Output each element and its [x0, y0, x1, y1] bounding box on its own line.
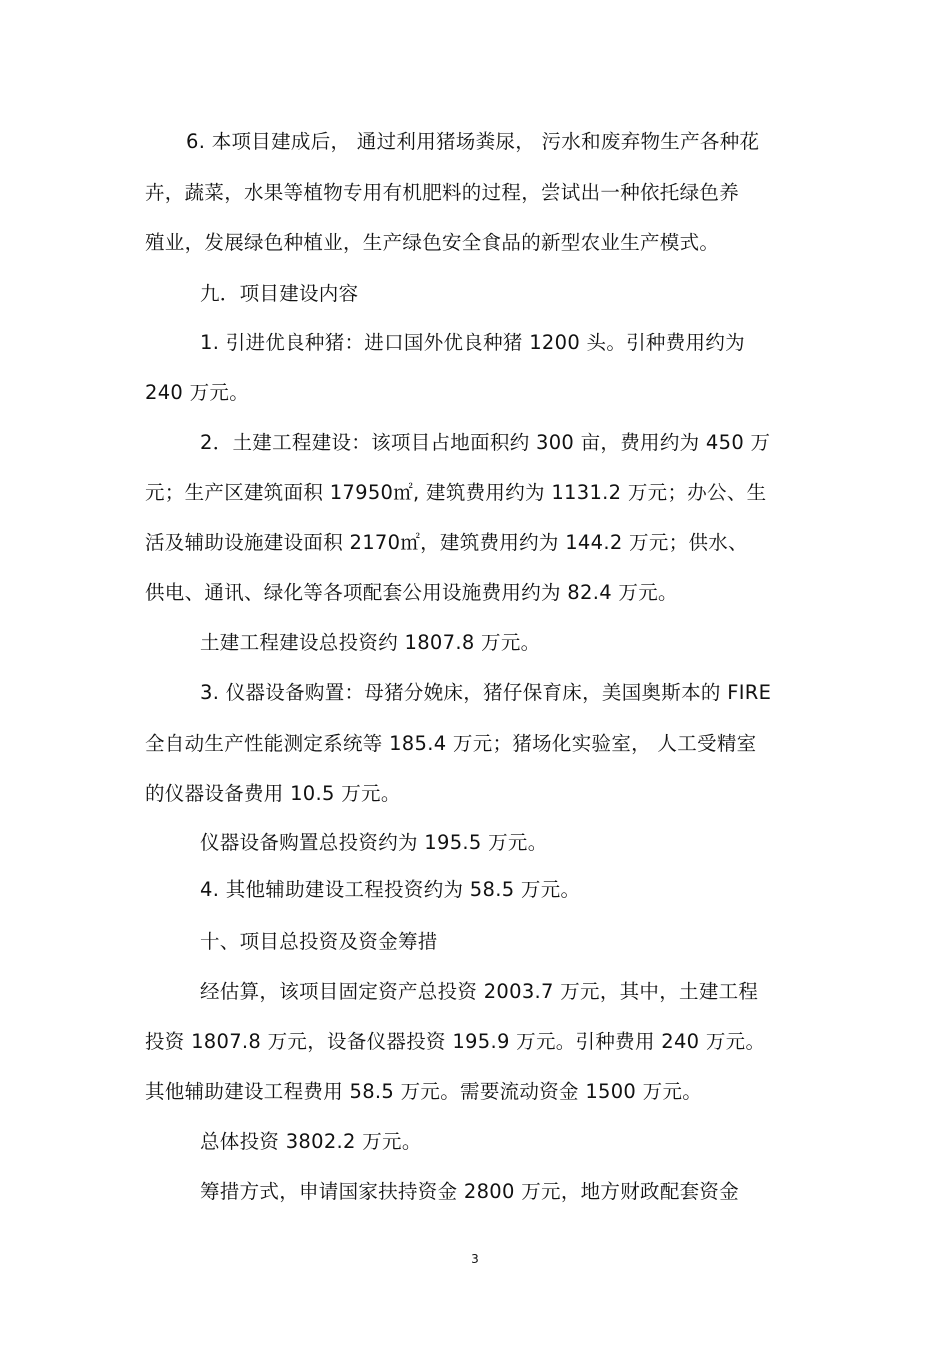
item-2-line-1: 2．土建工程建设：该项目占地面积约 300 亩，费用约为 450 万: [200, 431, 771, 454]
item-4: 4. 其他辅助建设工程投资约为 58.5 万元。: [200, 878, 581, 901]
item-2-line-2: 元；生产区建筑面积 17950㎡, 建筑费用约为 1131.2 万元；办公、生: [145, 481, 767, 504]
total-investment: 总体投资 3802.2 万元。: [200, 1130, 422, 1153]
estimate-line-2: 投资 1807.8 万元，设备仪器投资 195.9 万元。引种费用 240 万元。: [145, 1030, 766, 1053]
civil-total: 土建工程建设总投资约 1807.8 万元。: [200, 631, 541, 654]
page-number: 3: [471, 1252, 479, 1266]
item-3-line-3: 的仪器设备费用 10.5 万元。: [145, 782, 401, 805]
section-10-heading: 十、项目总投资及资金筹措: [200, 930, 438, 953]
item-2-line-4: 供电、通讯、绿化等各项配套公用设施费用约为 82.4 万元。: [145, 581, 678, 604]
estimate-line-1: 经估算，该项目固定资产总投资 2003.7 万元，其中，土建工程: [200, 980, 759, 1003]
paragraph-6-line-2: 卉，蔬菜，水果等植物专用有机肥料的过程，尝试出一种依托绿色养: [145, 181, 740, 204]
item-1-line-2: 240 万元。: [145, 381, 250, 404]
section-9-heading: 九．项目建设内容: [200, 282, 359, 305]
item-3-line-1: 3. 仪器设备购置：母猪分娩床，猪仔保育床，美国奥斯本的 FIRE: [200, 681, 772, 704]
item-2-line-3: 活及辅助设施建设面积 2170㎡，建筑费用约为 144.2 万元；供水、: [145, 531, 748, 554]
estimate-line-3: 其他辅助建设工程费用 58.5 万元。需要流动资金 1500 万元。: [145, 1080, 703, 1103]
funding-line-1: 筹措方式，申请国家扶持资金 2800 万元，地方财政配套资金: [200, 1180, 740, 1203]
paragraph-6-line-1: 6. 本项目建成后， 通过利用猪场粪尿， 污水和废弃物生产各种花: [186, 130, 760, 153]
item-3-line-2: 全自动生产性能测定系统等 185.4 万元；猪场化实验室， 人工受精室: [145, 732, 757, 755]
item-1-line-1: 1. 引进优良种猪：进口国外优良种猪 1200 头。引种费用约为: [200, 331, 745, 354]
equipment-total: 仪器设备购置总投资约为 195.5 万元。: [200, 831, 548, 854]
paragraph-6-line-3: 殖业，发展绿色种植业，生产绿色安全食品的新型农业生产模式。: [145, 231, 720, 254]
